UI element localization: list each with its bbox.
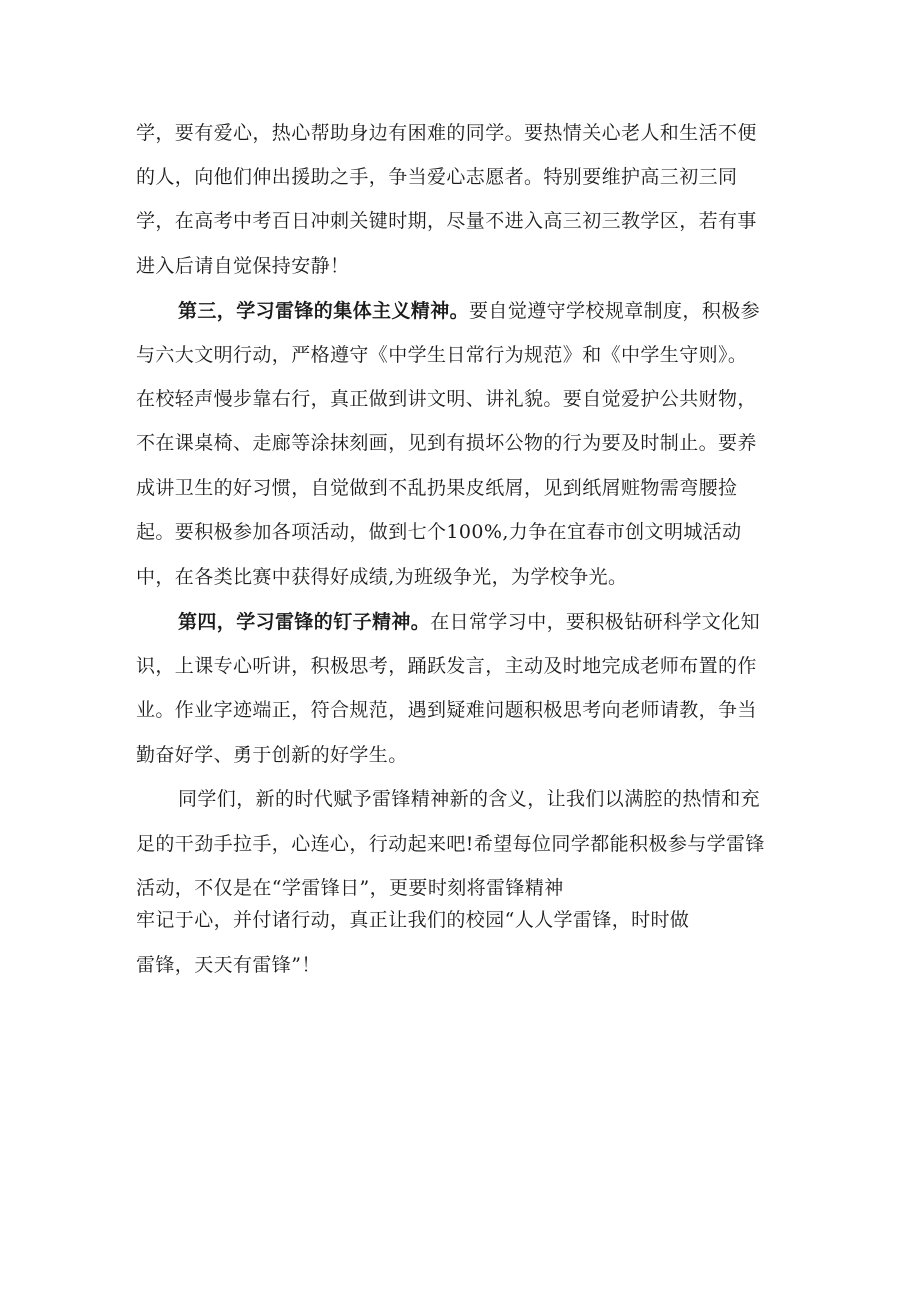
- paragraph-line: 进入后请自觉保持安静！: [136, 255, 350, 277]
- paragraph-line: 不在课桌椅、走廊等涂抹刻画，见到有损坏公物的行为要及时制止。要养: [136, 432, 757, 454]
- paragraph-line: 的人，向他们伸出援助之手，争当爱心志愿者。特别要维护高三初三同: [136, 166, 738, 188]
- paragraph-line: 勤奋好学、勇于创新的好学生。: [136, 744, 408, 766]
- paragraph-text: 在日常学习中，要积极钻研科学文化知: [430, 611, 761, 633]
- paragraph-line: 同学们，新的时代赋予雷锋精神新的含义，让我们以满腔的热情和充: [178, 788, 761, 810]
- paragraph-line: 在校轻声慢步靠右行，真正做到讲文明、讲礼貌。要自觉爱护公共财物，: [136, 388, 757, 410]
- paragraph-line: 与六大文明行动，严格遵守《中学生日常行为规范》和《中学生守则》。: [136, 344, 748, 366]
- section-heading-three: 第三，学习雷锋的集体主义精神。: [178, 300, 470, 322]
- paragraph-line: 学，在高考中考百日冲刺关键时期，尽量不进入高三初三教学区，若有事: [136, 210, 757, 232]
- paragraph-line: 足的干劲手拉手，心连心，行动起来吧!希望每位同学都能积极参与学雷锋: [136, 833, 765, 855]
- section-four-first-line: [178, 610, 760, 634]
- paragraph-line: 牢记于心，并付诸行动，真正让我们的校园“人人学雷锋，时时做: [136, 909, 690, 931]
- paragraph-text: 要自觉遵守学校规章制度，积极参: [469, 300, 761, 322]
- paragraph-line: 活动，不仅是在“学雷锋日”，更要时刻将雷锋精神: [136, 877, 564, 899]
- paragraph-line: 起。要积极参加各项活动，做到七个100%,力争在宜春市创文明城活动: [136, 521, 742, 543]
- paragraph-line: 成讲卫生的好习惯，自觉做到不乱扔果皮纸屑，见到纸屑赃物需弯腰捡: [136, 477, 738, 499]
- paragraph-line: 业。作业字迹端正，符合规范，遇到疑难问题积极思考向老师请教，争当: [136, 699, 757, 721]
- paragraph-line: 学，要有爱心，热心帮助身边有困难的同学。要热情关心老人和生活不便: [136, 122, 757, 144]
- section-three-first-line: [178, 299, 760, 323]
- paragraph-line: 中，在各类比赛中获得好成绩,为班级争光，为学校争光。: [136, 566, 628, 588]
- section-heading-four: 第四，学习雷锋的钉子精神。: [178, 611, 431, 633]
- paragraph-line: 雷锋，天天有雷锋”！: [136, 954, 321, 976]
- paragraph-line: 识，上课专心听讲，积极思考，踊跃发言，主动及时地完成老师布置的作: [136, 655, 757, 677]
